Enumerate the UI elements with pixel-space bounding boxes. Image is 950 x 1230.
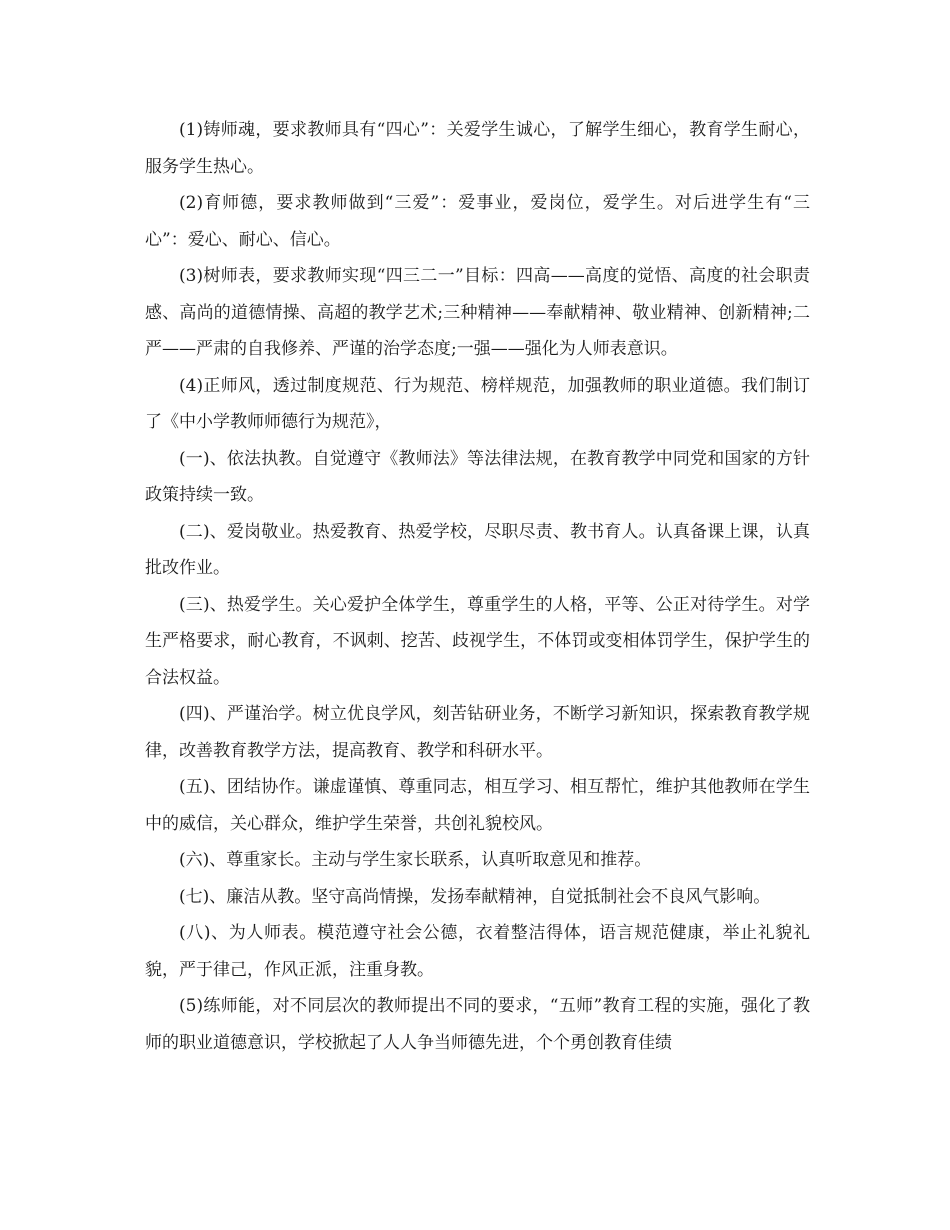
paragraph: (五)、团结协作。谦虚谨慎、尊重同志，相互学习、相互帮忙，维护其他教师在学生中的威信，关心群众，维护学生荣誉，共创礼貌校风。 [145, 777, 810, 834]
paragraph: (5)练师能，对不同层次的教师提出不同的要求，“五师”教育工程的实施，强化了教师的职业道德意识，学校掀起了人人争当师德先进，个个勇创教育佳绩 [145, 996, 810, 1053]
paragraph: (四)、严谨治学。树立优良学风，刻苦钻研业务，不断学习新知识，探索教育教学规律，改善教育教学方法，提高教育、教学和科研水平。 [145, 704, 810, 761]
paragraph: (3)树师表，要求教师实现“四三二一”目标：四高——高度的觉悟、高度的社会职责感、高尚的道德情操、高超的教学艺术;三种精神——奉献精神、敬业精神、创新精神;二严——严肃的自我修养、严谨的治学态度;一强——强化为人师表意识。 [145, 266, 810, 359]
paragraph: (4)正师风，透过制度规范、行为规范、榜样规范，加强教师的职业道德。我们制订了《中小学教师师德行为规范》， [145, 375, 810, 432]
paragraph: (二)、爱岗敬业。热爱教育、热爱学校，尽职尽责、教书育人。认真备课上课，认真批改作业。 [145, 521, 810, 578]
paragraph: (六)、尊重家长。主动与学生家长联系，认真听取意见和推荐。 [179, 850, 652, 870]
paragraph: (八)、为人师表。模范遵守社会公德，衣着整洁得体，语言规范健康，举止礼貌礼貌，严于律己，作风正派，注重身教。 [145, 923, 810, 980]
paragraph: (1)铸师魂，要求教师具有“四心”：关爱学生诚心，了解学生细心，教育学生耐心，服务学生热心。 [145, 120, 810, 177]
paragraph: (一)、依法执教。自觉遵守《教师法》等法律法规，在教育教学中同党和国家的方针政策持续一致。 [145, 448, 810, 505]
paragraph: (2)育师德，要求教师做到“三爱”：爱事业，爱岗位，爱学生。对后进学生有“三心”：爱心、耐心、信心。 [145, 193, 810, 250]
paragraph: (三)、热爱学生。关心爱护全体学生，尊重学生的人格，平等、公正对待学生。对学生严格要求，耐心教育，不讽刺、挖苦、歧视学生，不体罚或变相体罚学生，保护学生的合法权益。 [145, 594, 810, 688]
paragraph: (七)、廉洁从教。坚守高尚情操，发扬奉献精神，自觉抵制社会不良风气影响。 [179, 886, 771, 907]
document-body [145, 112, 810, 1061]
